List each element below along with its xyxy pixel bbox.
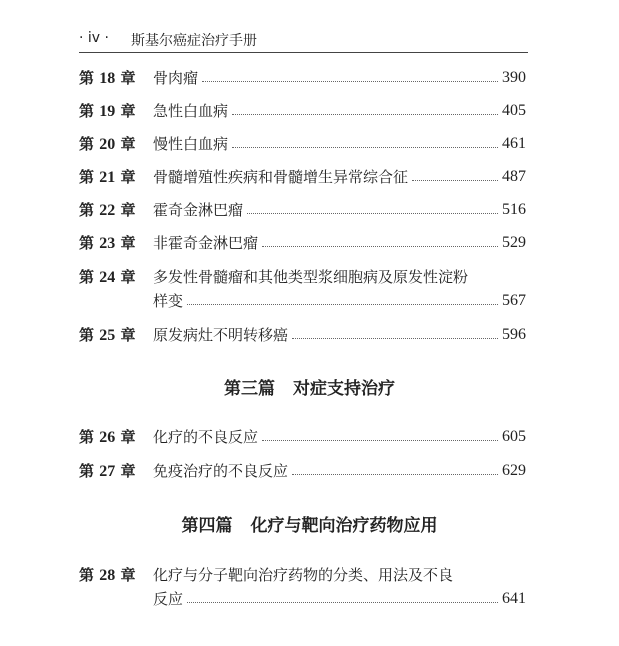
dot-leader (292, 338, 498, 339)
chapter-label: 第 24 章 (79, 268, 136, 286)
header-book-title: 斯基尔癌症治疗手册 (131, 33, 257, 49)
part-heading (0, 511, 619, 536)
chapter-title-continued: 样变 (153, 292, 184, 310)
page-number: 605 (502, 428, 526, 445)
chapter-label: 第 23 章 (79, 234, 136, 252)
part-title: 对症支持治疗 (293, 379, 395, 399)
dot-leader (262, 440, 498, 441)
page-number: 641 (502, 590, 526, 607)
part-number: 第三篇 (224, 379, 275, 399)
running-header (79, 28, 528, 53)
dot-leader (292, 474, 498, 475)
page-number: 405 (502, 102, 526, 119)
part-number: 第四篇 (181, 516, 233, 536)
chapter-label: 第 18 章 (79, 69, 136, 87)
dot-leader (247, 213, 498, 214)
chapter-label: 第 26 章 (79, 428, 136, 446)
chapter-title: 骨肉瘤 (153, 69, 199, 87)
chapter-title: 非霍奇金淋巴瘤 (153, 234, 259, 252)
chapter-title: 骨髓增殖性疾病和骨髓增生异常综合征 (153, 168, 409, 186)
part-heading (0, 374, 619, 399)
dot-leader (202, 81, 498, 82)
chapter-title: 慢性白血病 (153, 135, 229, 153)
page-number: 487 (502, 168, 526, 185)
header-page-number: · iv · (79, 30, 109, 46)
chapter-title: 化疗与分子靶向治疗药物的分类、用法及不良 (153, 566, 454, 584)
page-number: 567 (502, 292, 526, 309)
part-title: 化疗与靶向治疗药物应用 (250, 516, 438, 536)
chapter-title: 多发性骨髓瘤和其他类型浆细胞病及原发性淀粉 (153, 268, 469, 286)
dot-leader (412, 180, 498, 181)
page-number: 516 (502, 201, 526, 218)
dot-leader (262, 246, 498, 247)
chapter-title-continued: 反应 (153, 590, 184, 608)
page-number: 529 (502, 234, 526, 251)
chapter-title: 原发病灶不明转移癌 (153, 326, 289, 344)
dot-leader (187, 304, 498, 305)
page-number: 461 (502, 135, 526, 152)
chapter-label: 第 27 章 (79, 462, 136, 480)
chapter-title: 化疗的不良反应 (153, 428, 259, 446)
chapter-label: 第 22 章 (79, 201, 136, 219)
dot-leader (187, 602, 498, 603)
chapter-label: 第 20 章 (79, 135, 136, 153)
chapter-label: 第 28 章 (79, 566, 136, 584)
dot-leader (232, 114, 498, 115)
page-number: 390 (502, 69, 526, 86)
chapter-title: 霍奇金淋巴瘤 (153, 201, 244, 219)
page-number: 596 (502, 326, 526, 343)
page-number: 629 (502, 462, 526, 479)
chapter-label: 第 21 章 (79, 168, 136, 186)
chapter-label: 第 19 章 (79, 102, 136, 120)
chapter-label: 第 25 章 (79, 326, 136, 344)
dot-leader (232, 147, 498, 148)
chapter-title: 免疫治疗的不良反应 (153, 462, 289, 480)
chapter-title: 急性白血病 (153, 102, 229, 120)
